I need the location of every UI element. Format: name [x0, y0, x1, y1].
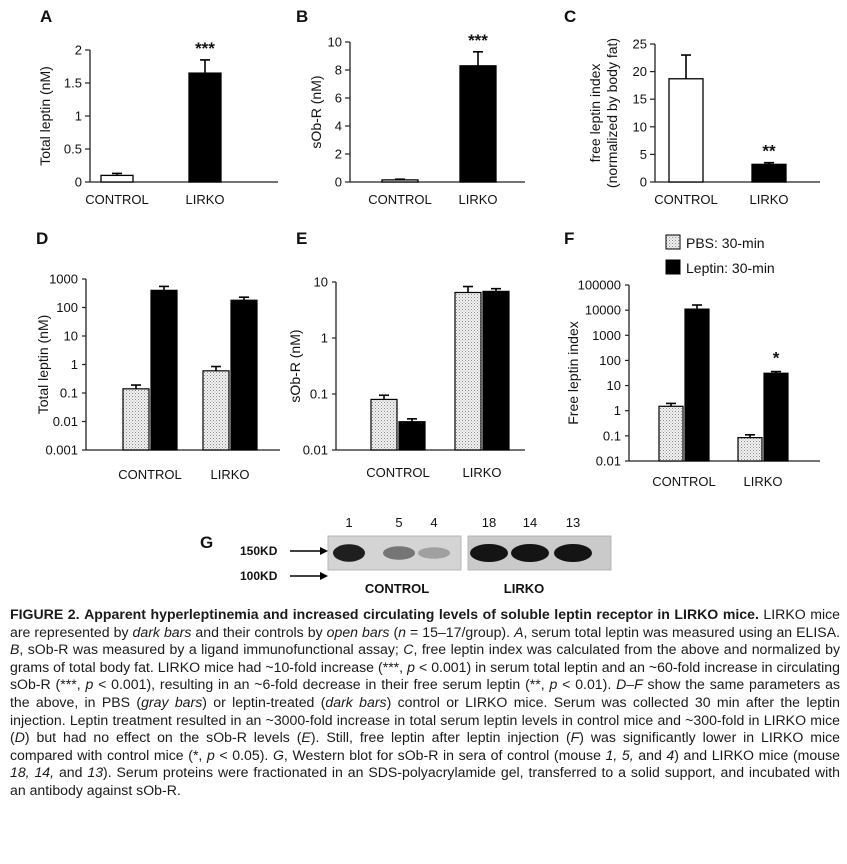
y-tick-label: 1	[74, 108, 82, 124]
y-axis-label: Total leptin (nM)	[37, 66, 53, 166]
caption-text: , free leptin index was calculated from the above and normalized by grams of total body fat. LIRKO mice had ~10-fold increase (***,	[10, 641, 840, 675]
y-axis-label: sOb-R (nM)	[287, 329, 303, 403]
caption-text: < 0.05).	[214, 746, 273, 763]
panel-label-d: D	[36, 229, 49, 248]
caption-italic-term: E	[301, 729, 311, 746]
y-tick-label: 6	[334, 90, 342, 106]
caption-text: ) control or LIRKO mice. Serum was collected 30 min after the leptin injection. Leptin treatment resulted in an ~3000-fold increase in total serum leptin levels in control mice and ~300-fold in LIRKO mice (	[10, 693, 841, 746]
y-tick-label: 100	[599, 352, 621, 368]
x-category-label: CONTROL	[654, 192, 718, 207]
caption-italic-term: D–F	[616, 676, 643, 693]
bar-control-pbs	[123, 389, 149, 450]
y-axis-label: free leptin index	[587, 63, 603, 163]
y-tick-label: 0.01	[595, 453, 621, 469]
caption-text: , serum total leptin was measured using an ELISA.	[523, 623, 841, 640]
caption-italic-term: 18, 14,	[10, 764, 55, 781]
y-tick-label: 0.1	[602, 428, 621, 444]
x-category-label: LIRKO	[462, 465, 502, 480]
legend-label-leptin: Leptin: 30-min	[686, 260, 775, 276]
caption-italic-term: B	[10, 641, 20, 658]
bar-lirko	[189, 73, 221, 182]
significance-marker: *	[772, 348, 780, 368]
caption-text: LIRKO mice are represented by	[10, 606, 840, 640]
y-tick-label: 1000	[592, 327, 621, 343]
bar-control-leptin	[399, 422, 425, 450]
y-tick-label: 0.1	[309, 386, 328, 402]
y-tick-label: 2	[334, 146, 342, 162]
blot-band	[470, 544, 508, 562]
y-tick-label: 1000	[49, 271, 78, 287]
figure-caption	[10, 606, 840, 800]
marker-label-100kd: 100KD	[240, 569, 278, 583]
x-category-label: CONTROL	[85, 192, 149, 207]
x-category-label: LIRKO	[185, 192, 225, 207]
caption-italic-term: dark bars	[132, 623, 192, 640]
caption-text: ) but had no effect on the sOb-R levels (	[24, 729, 302, 746]
bar-lirko	[752, 164, 786, 182]
caption-text: and	[633, 746, 667, 763]
caption-text: ) and LIRKO mice (mouse	[674, 746, 840, 763]
x-category-label: CONTROL	[652, 474, 716, 489]
blot-band	[418, 547, 450, 559]
marker-label-150kd: 150KD	[240, 544, 278, 558]
y-tick-label: 25	[632, 36, 647, 52]
caption-body	[10, 606, 840, 798]
caption-text: < 0.001), resulting in an ~6-fold decrease in their free serum leptin (**,	[93, 676, 550, 693]
caption-text: ) was significantly lower in LIRKO mice compared with control mice (*,	[10, 729, 840, 763]
caption-italic-term: C	[403, 641, 414, 658]
significance-marker: ***	[468, 30, 488, 50]
bar-control-leptin	[685, 309, 709, 461]
x-category-label: CONTROL	[368, 192, 432, 207]
caption-italic-term: p	[549, 676, 558, 693]
caption-text: ) or leptin-treated (	[202, 693, 326, 710]
y-tick-label: 2	[74, 42, 82, 58]
y-tick-label: 1	[613, 403, 621, 419]
caption-italic-term: open bars	[326, 623, 390, 640]
y-tick-label: 5	[639, 146, 647, 162]
bar-lirko-leptin	[764, 373, 788, 461]
caption-text: = 15–17/group).	[406, 623, 515, 640]
y-tick-label: 20	[632, 64, 647, 80]
bar-lirko-leptin	[483, 291, 509, 450]
bar-control	[101, 175, 133, 182]
x-category-label: LIRKO	[210, 467, 250, 482]
x-category-label: LIRKO	[749, 192, 789, 207]
caption-text: show the same parameters as the above, in PBS (	[10, 676, 840, 710]
caption-italic-term: p	[206, 746, 215, 763]
bar-control-pbs	[659, 406, 683, 461]
panel-label-e: E	[296, 229, 308, 248]
y-axis-label-line2: (normalized by body fat)	[604, 37, 620, 189]
lane-label: 5	[395, 515, 403, 530]
significance-marker: ***	[195, 38, 215, 58]
caption-text: (	[389, 623, 399, 640]
bar-lirko-pbs	[738, 438, 762, 461]
bar-lirko-pbs	[455, 292, 481, 450]
caption-italic-term: G	[272, 746, 284, 763]
x-category-label: LIRKO	[458, 192, 498, 207]
panel-label-c: C	[564, 7, 577, 26]
caption-text: and their controls by	[191, 623, 327, 640]
y-tick-label: 10000	[584, 302, 621, 318]
bar-lirko-pbs	[203, 371, 229, 450]
y-tick-label: 4	[334, 118, 342, 134]
blot-band	[511, 544, 549, 562]
y-tick-label: 1	[320, 330, 328, 346]
caption-italic-term: gray bars	[141, 693, 203, 710]
blot-band	[333, 544, 365, 562]
bar-control-pbs	[371, 399, 397, 450]
caption-title: Apparent hyperleptinemia and increased circulating levels of soluble leptin receptor in LIRKO mice.	[84, 606, 759, 622]
y-tick-label: 0.001	[45, 442, 78, 458]
bar-lirko	[460, 66, 496, 182]
legend-swatch-pbs	[666, 235, 680, 249]
caption-italic-term: p	[407, 658, 415, 675]
panel-label-f: F	[564, 229, 575, 248]
caption-italic-term: 1, 5,	[605, 746, 634, 763]
y-tick-label: 100000	[577, 277, 621, 293]
panel-label-g: G	[200, 533, 214, 552]
bar-control	[669, 79, 703, 182]
caption-text: , sOb-R was measured by a ligand immunofunctional assay;	[19, 641, 404, 658]
lane-label: 18	[481, 515, 497, 530]
y-tick-label: 1	[70, 357, 78, 372]
y-tick-label: 10	[632, 119, 647, 135]
caption-italic-term: F	[570, 729, 580, 746]
y-axis-label: Total leptin (nM)	[35, 314, 51, 415]
blot-band	[554, 544, 592, 562]
marker-arrowhead	[320, 572, 328, 580]
legend-label-pbs: PBS: 30-min	[686, 235, 765, 251]
y-tick-label: 15	[632, 91, 647, 107]
marker-arrowhead	[320, 547, 328, 555]
blot-group-control: CONTROL	[364, 581, 430, 596]
blot-band	[383, 546, 415, 560]
lane-label: 4	[430, 515, 438, 530]
y-tick-label: 10	[327, 34, 342, 50]
caption-italic-term: 4	[666, 746, 675, 763]
y-tick-label: 0	[334, 174, 342, 190]
caption-text: , Western blot for sOb-R in sera of control (mouse	[283, 746, 606, 763]
legend-swatch-leptin	[666, 260, 680, 274]
lane-label: 13	[565, 515, 581, 530]
caption-italic-term: n	[398, 623, 407, 640]
y-tick-label: 8	[334, 62, 342, 78]
y-tick-label: 0.1	[59, 385, 78, 401]
caption-text: < 0.01).	[557, 676, 617, 693]
lane-label: 14	[522, 515, 538, 530]
x-category-label: CONTROL	[118, 467, 182, 482]
y-tick-label: 1.5	[63, 75, 82, 91]
y-tick-label: 0.01	[302, 442, 328, 458]
caption-figure-label: FIGURE 2.	[10, 606, 80, 622]
bar-control-leptin	[151, 290, 177, 450]
blot-group-lirko: LIRKO	[503, 581, 545, 596]
y-axis-label: Free leptin index	[565, 321, 581, 425]
caption-text: ). Still, free leptin after leptin injection (	[310, 729, 571, 746]
y-tick-label: 0	[74, 174, 82, 190]
y-tick-label: 0.5	[63, 141, 82, 157]
y-tick-label: 10	[63, 328, 78, 344]
caption-italic-term: p	[85, 676, 94, 693]
bar-lirko-leptin	[231, 300, 257, 450]
x-category-label: CONTROL	[366, 465, 430, 480]
x-category-label: LIRKO	[743, 474, 783, 489]
y-tick-label: 10	[313, 274, 328, 290]
caption-italic-term: 13	[87, 764, 104, 781]
caption-italic-term: A	[514, 623, 524, 640]
panel-label-a: A	[40, 7, 53, 26]
y-tick-label: 10	[606, 378, 621, 394]
significance-marker: **	[762, 141, 776, 161]
y-axis-label: sOb-R (nM)	[308, 75, 324, 149]
lane-label: 1	[345, 515, 353, 530]
panel-label-b: B	[296, 7, 309, 26]
y-tick-label: 100	[56, 300, 78, 315]
caption-italic-term: dark bars	[325, 693, 387, 710]
caption-text: and	[54, 764, 88, 781]
y-tick-label: 0.01	[52, 414, 78, 429]
bar-control	[382, 180, 418, 182]
caption-text: < 0.001) in serum total leptin and an ~60-fold increase in circulating sOb-R (***,	[10, 658, 840, 693]
y-tick-label: 0	[639, 174, 647, 190]
caption-text: ). Serum proteins were fractionated in an SDS-polyacrylamide gel, transferred to a solid support, and incubated with an antibody against sOb-R.	[10, 764, 840, 798]
caption-italic-term: D	[14, 729, 25, 746]
